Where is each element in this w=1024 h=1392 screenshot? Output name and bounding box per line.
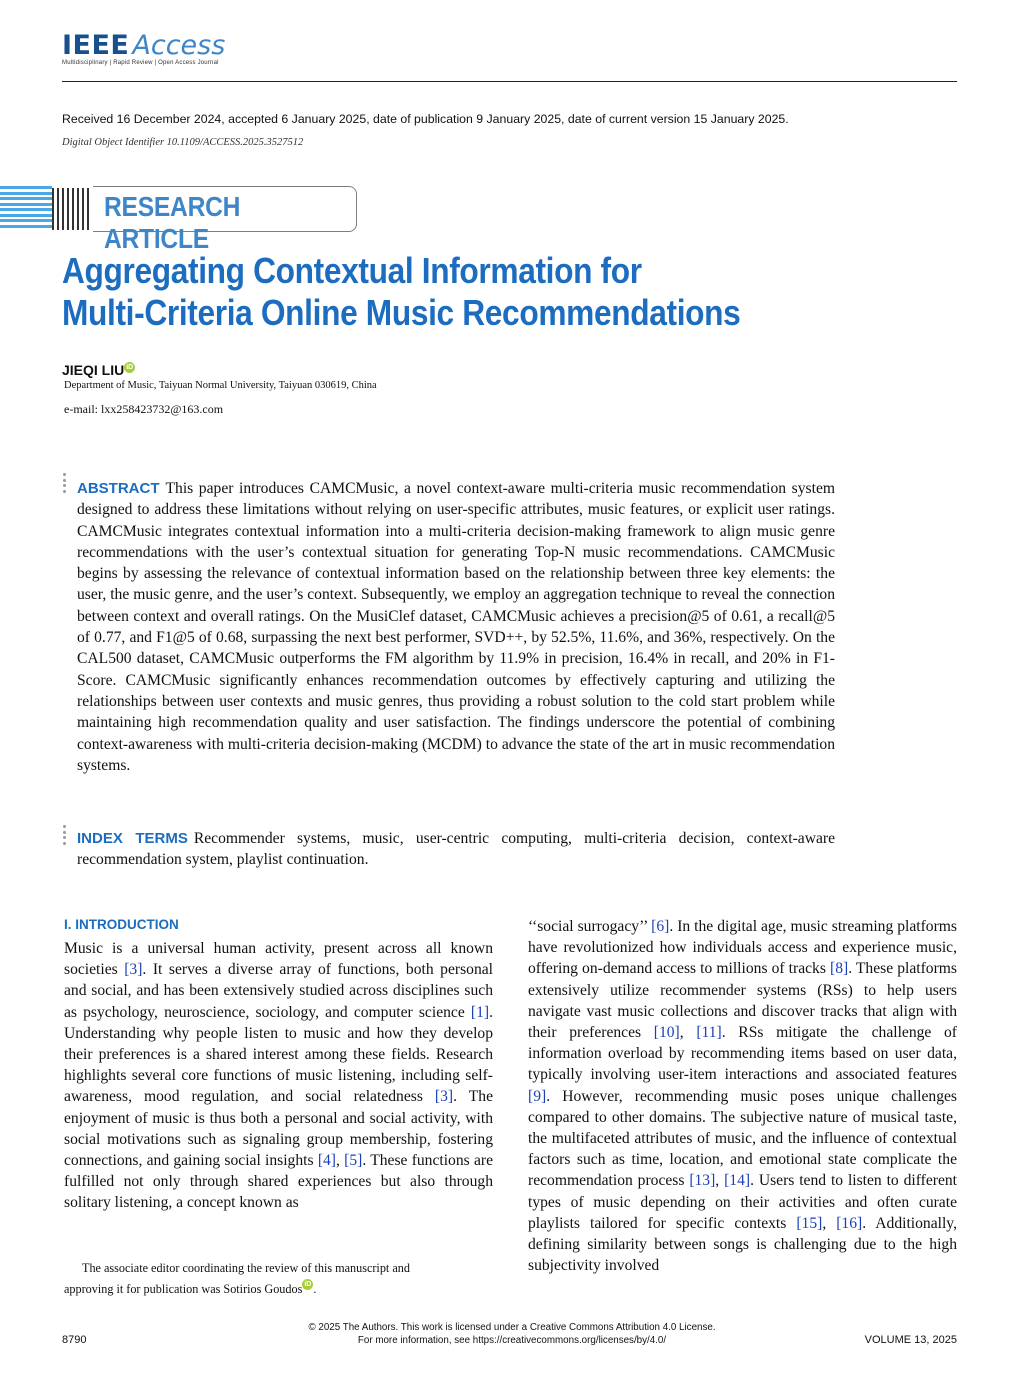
citation-link[interactable]: [14] <box>724 1172 751 1190</box>
citation-link[interactable]: [5] <box>344 1152 363 1170</box>
license-line-1: © 2025 The Authors. This work is licensed under a Creative Commons Attribution 4.0 License. <box>308 1322 716 1333</box>
text-run: . These functions are fulfilled not only through shared experiences but also through solitary listening, a concept known as <box>64 1152 494 1212</box>
footnote-period: . <box>313 1282 317 1296</box>
text-run: , <box>715 1172 725 1190</box>
index-terms-dots <box>63 825 67 847</box>
volume-info: VOLUME 13, 2025 <box>864 1334 957 1346</box>
text-run: . RSs mitigate the challenge of information overload by recommending items based on user data, typically involving user-item interactions and associated features <box>528 1024 957 1084</box>
citation-link[interactable]: [16] <box>836 1214 863 1232</box>
right-column-text <box>528 916 957 1276</box>
index-terms-heading: INDEX TERMS <box>77 830 188 847</box>
text-run: . Additionally, defining similarity between songs is challenging due to the high subjectivity involved <box>528 1214 957 1275</box>
page-number: 8790 <box>62 1334 87 1346</box>
text-run: . However, recommending music poses unique challenges compared to other domains. The subjective nature of musical taste, the multifaceted attributes of music, and the influence of contextual factors such as time, location, and emotional state complicate the recommendation process <box>528 1087 957 1190</box>
text-run: , <box>679 1024 697 1042</box>
abstract-dots <box>63 473 67 495</box>
abstract <box>77 478 835 776</box>
author-email: e-mail: lxx258423732@163.com <box>64 402 224 416</box>
text-run: . The enjoyment of music is thus both a personal and social activity, with social motivations such as signaling group membership, fostering connections, and gaining social insights <box>64 1088 493 1170</box>
received-dates: Received 16 December 2024, accepted 6 January 2025, date of publication 9 January 2025, date of current version 15 January 2025. <box>62 112 789 126</box>
banner-stripes <box>0 186 52 232</box>
access-logo-text: Access <box>132 30 226 61</box>
footnote-line-2: approving it for publication was Sotirios Goudos <box>64 1282 303 1296</box>
editor-footnote <box>64 1258 493 1300</box>
text-run: ‘‘social surrogacy’’ <box>528 918 652 935</box>
text-run: . In the digital age, music streaming platforms have revolutionized how individuals access and experience music, offering on-demand access to millions of tracks <box>528 918 957 978</box>
title-line-1: Aggregating Contextual Information for <box>62 250 642 291</box>
citation-link[interactable]: [3] <box>124 961 143 979</box>
citation-link[interactable]: [11] <box>696 1024 722 1042</box>
index-terms-text: Recommender systems, music, user-centric computing, multi-criteria decision, context-aware recommendation system, playlist continuation. <box>77 830 835 869</box>
journal-masthead <box>62 30 225 66</box>
orcid-icon[interactable]: iD <box>126 364 134 371</box>
text-run: Music is a universal human activity, present across all known societies <box>64 940 493 979</box>
section-heading: I. INTRODUCTION <box>64 917 179 932</box>
footnote-line-1: The associate editor coordinating the review of this manuscript and <box>82 1261 410 1275</box>
citation-link[interactable]: [10] <box>653 1024 680 1042</box>
citation-link[interactable]: [9] <box>528 1087 547 1105</box>
paper-title <box>62 250 854 334</box>
abstract-text: This paper introduces CAMCMusic, a novel context-aware multi-criteria music recommendation system designed to address these limitations without relying on user-specific attributes, music features, or explicit user ratings. CAMCMusic integrates contextual information into a multi-criteria decision-making framework to align music genre recommendations with the user’s contextual situation for generating Top-N music recommendations. CAMCMusic begins by assessing the relevance of contextual information based on the relationship between three key elements: the user, the music genre, and the user’s context. Subsequently, we employ an aggregation technique to reveal the connection between context and overall ratings. On the MusiClef dataset, CAMCMusic achieves a precision@5 of 0.61, a recall@5 of 0.77, and F1@5 of 0.68, surpassing the next best performer, SVD++, by 52.5%, 11.6%, and 36%, respectively. On the CAL500 dataset, CAMCMusic outperforms the FM algorithm by 11.9% in precision, 16.4% in recall, and 20% in F1-Score. CAMCMusic significantly enhances recommendation outcomes by effectively capturing and utilizing the relationships between user contexts and music genres, thus providing a robust solution to the cold start problem while maintaining high recommendation quality and user satisfaction. The findings underscore the potential of combining context-awareness with multi-criteria decision-making (MCDM) to advance the state of the art in music recommendation systems. <box>77 480 835 774</box>
citation-link[interactable]: [13] <box>689 1172 716 1190</box>
index-terms <box>77 828 835 871</box>
author-name-text: JIEQI LIU <box>62 362 125 378</box>
text-run: . Users tend to listen to different types of music depending on their activities and often curate playlists tailored for specific contexts <box>528 1172 958 1232</box>
header-rule <box>62 81 957 82</box>
text-run: . These platforms extensively utilize recommender systems (RSs) to help users navigate vast music collections and discover tracks that align with their preferences <box>528 960 957 1042</box>
journal-tagline: Multidisciplinary | Rapid Review | Open Access Journal <box>62 60 219 66</box>
title-line-2: Multi-Criteria Online Music Recommendations <box>62 292 741 333</box>
citation-link[interactable]: [3] <box>434 1088 454 1106</box>
research-article-banner <box>0 186 358 254</box>
text-run: . Understanding why people listen to music and how they develop their preferences is a shared interest among these fields. Research highlights several core functions of music listening, including self-awareness, mood regulation, and social relatedness <box>64 1003 493 1106</box>
left-column-text <box>64 938 493 1214</box>
citation-link[interactable]: [8] <box>830 960 849 978</box>
orcid-icon[interactable]: iD <box>304 1281 312 1288</box>
doi-line: Digital Object Identifier 10.1109/ACCESS.2025.3527512 <box>62 137 304 148</box>
citation-link[interactable]: [4] <box>317 1152 336 1170</box>
text-run: . It serves a diverse array of functions, both personal and social, and has been extensively studied across disciplines such as psychology, neuroscience, sociology, and computer science <box>64 961 494 1021</box>
text-run: , <box>822 1214 837 1232</box>
text-run: , <box>336 1152 345 1170</box>
citation-link[interactable]: [15] <box>796 1214 823 1232</box>
citation-link[interactable]: [1] <box>470 1003 490 1021</box>
banner-bars <box>52 188 92 230</box>
ieee-logo-text: IEEE <box>62 30 130 61</box>
author-name <box>62 362 135 378</box>
license-line-2[interactable]: For more information, see https://creativecommons.org/licenses/by/4.0/ <box>357 1335 667 1346</box>
abstract-heading: ABSTRACT <box>77 480 160 497</box>
citation-link[interactable]: [6] <box>651 918 670 935</box>
banner-label: RESEARCH ARTICLE <box>104 191 241 254</box>
affiliation: Department of Music, Taiyuan Normal University, Taiyuan 030619, China <box>64 380 377 391</box>
